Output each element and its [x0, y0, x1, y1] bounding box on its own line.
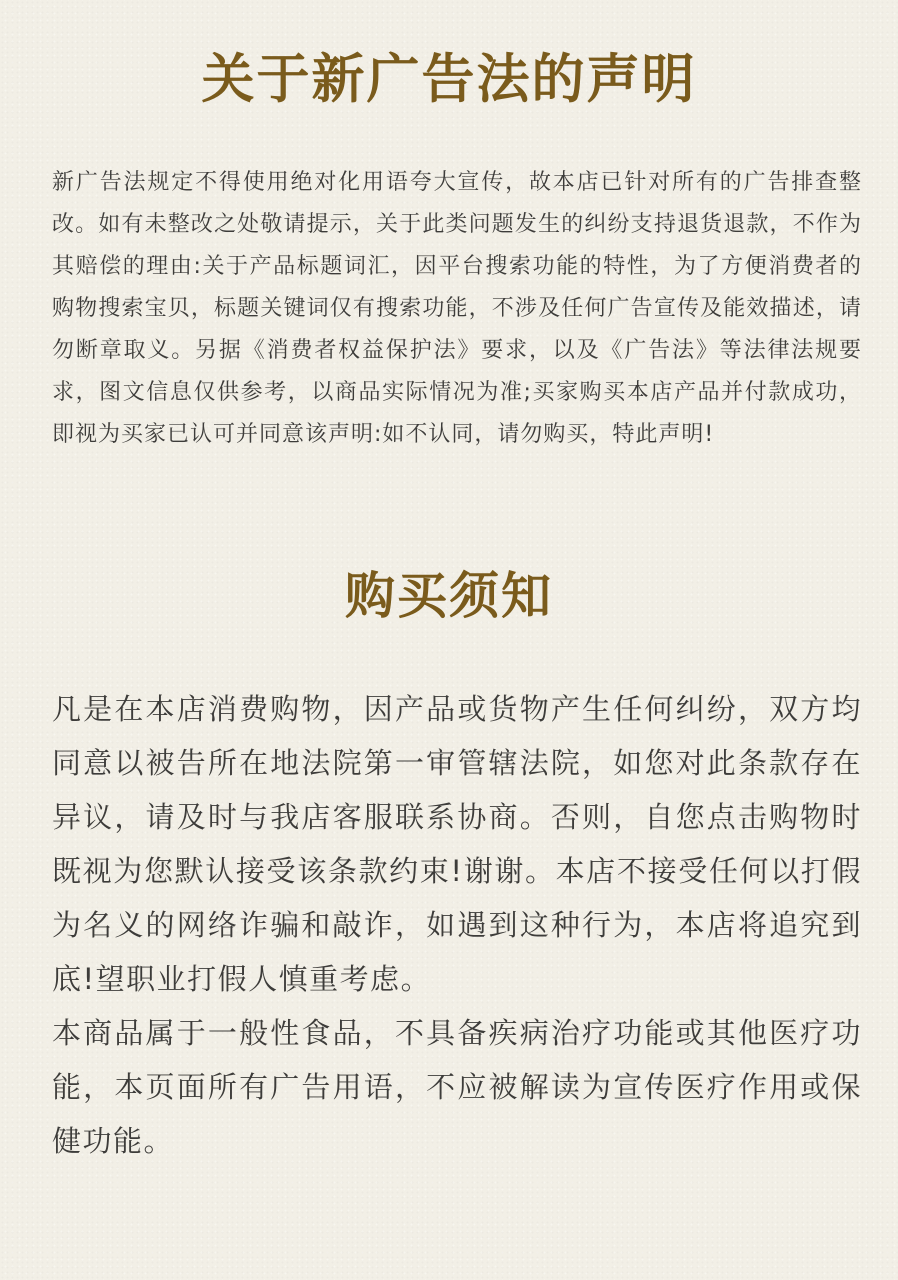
purchase-disclaimer: 本商品属于一般性食品，不具备疾病治疗功能或其他医疗功能，本页面所有广告用语，不应被解读为宣传医疗作用或保健功能。 — [52, 1016, 862, 1158]
purchase-section — [52, 682, 862, 1168]
purchase-title: 购买须知 — [345, 567, 553, 625]
purchase-body: 凡是在本店消费购物，因产品或货物产生任何纠纷，双方均同意以被告所在地法院第一审管辖法院，如您对此条款存在异议，请及时与我店客服联系协商。否则，自您点击购物时既视为您默认接受该条款约束!谢谢。本店不接受任何以打假为名义的网络诈骗和敲诈，如遇到这种行为，本店将追究到底!望职业打假人慎重考虑。 — [52, 692, 862, 996]
notice-body: 新广告法规定不得使用绝对化用语夸大宣传，故本店已针对所有的广告排查整改。如有未整改之处敬请提示，关于此类问题发生的纠纷支持退货退款，不作为其赔偿的理由:关于产品标题词汇，因平台搜索功能的特性，为了方便消费者的购物搜索宝贝，标题关键词仅有搜索功能，不涉及任何广告宣传及能效描述，请勿断章取义。另据《消费者权益保护法》要求，以及《广告法》等法律法规要求，图文信息仅供参考，以商品实际情况为准;买家购买本店产品并付款成功，即视为买家已认可并同意该声明:如不认同，请勿购买，特此声明! — [52, 170, 862, 447]
notice-title: 关于新广告法的声明 — [201, 49, 697, 110]
